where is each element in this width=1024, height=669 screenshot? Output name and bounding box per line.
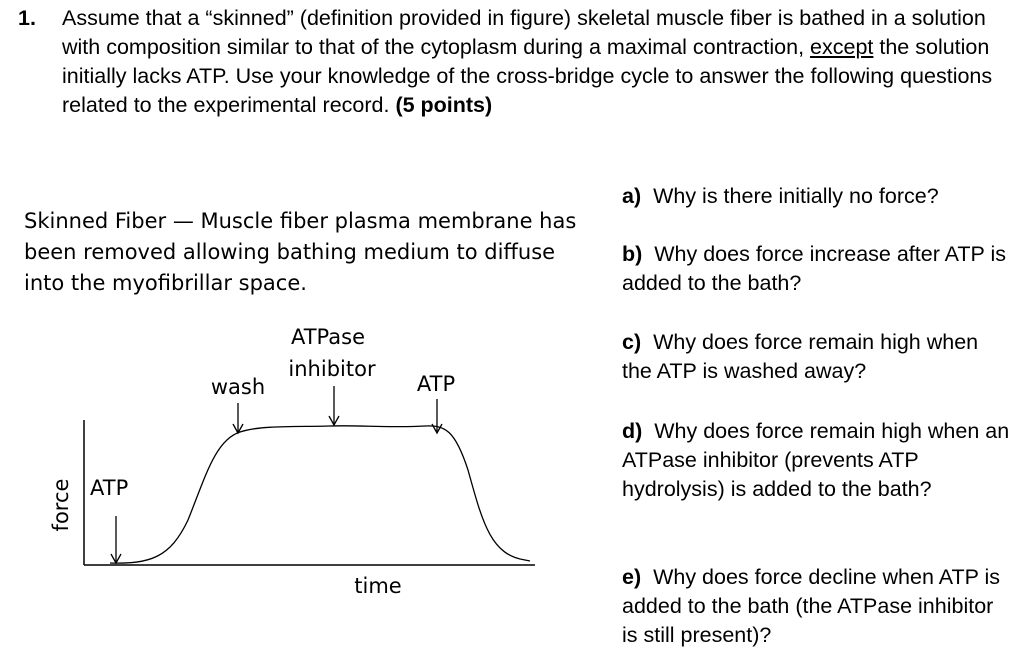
subquestion-text: Why does force remain high when the ATP is washed away? — [622, 330, 979, 383]
question-number: 1. — [18, 6, 36, 30]
subquestion-label: e) — [622, 565, 642, 589]
y-axis-label: force — [49, 478, 73, 532]
subquestion-a — [622, 182, 1012, 211]
subquestion-label: a) — [622, 184, 642, 208]
subquestion-text: Why does force increase after ATP is added to the bath? — [622, 242, 1006, 295]
subquestion-label: c) — [622, 330, 642, 354]
subquestion-text: Why does force decline when ATP is added to the bath (the ATPase inhibitor is still present)? — [622, 565, 1001, 647]
subquestion-b — [622, 240, 1012, 298]
subquestion-label: d) — [622, 419, 643, 443]
question-text-part1: Assume that a “skinned” (definition provided in figure) skeletal muscle fiber is bathed in a solution with composition similar to that of the cytoplasm during a maximal contraction, — [62, 6, 986, 59]
subquestion-d — [622, 417, 1012, 504]
question-points: (5 points) — [395, 93, 493, 117]
atp-end-label: ATP — [416, 372, 456, 396]
atpase-label-line2: inhibitor — [288, 357, 376, 381]
atp-start-label: ATP — [90, 476, 129, 500]
question-underlined-word: except — [810, 35, 874, 59]
force-trace — [110, 426, 530, 563]
subquestion-label: b) — [622, 242, 643, 266]
wash-label: wash — [210, 375, 266, 399]
subquestion-text: Why does force remain high when an ATPase inhibitor (prevents ATP hydrolysis) is added to the bath? — [622, 419, 1010, 501]
atpase-label-line1: ATPase — [290, 325, 366, 349]
question-text-part2: the solution initially lacks ATP. Use your knowledge of the cross-bridge cycle to answer the following questions related to the experimental record. — [62, 35, 993, 117]
subquestion-text: Why is there initially no force? — [653, 184, 939, 208]
subquestion-c — [622, 328, 1012, 386]
x-axis-label: time — [354, 574, 402, 598]
subquestion-e — [622, 563, 1012, 650]
skinned-fiber-definition: Skinned Fiber — Muscle fiber plasma membrane has been removed allowing bathing medium to diffuse into the myofibrillar space. — [24, 209, 577, 295]
